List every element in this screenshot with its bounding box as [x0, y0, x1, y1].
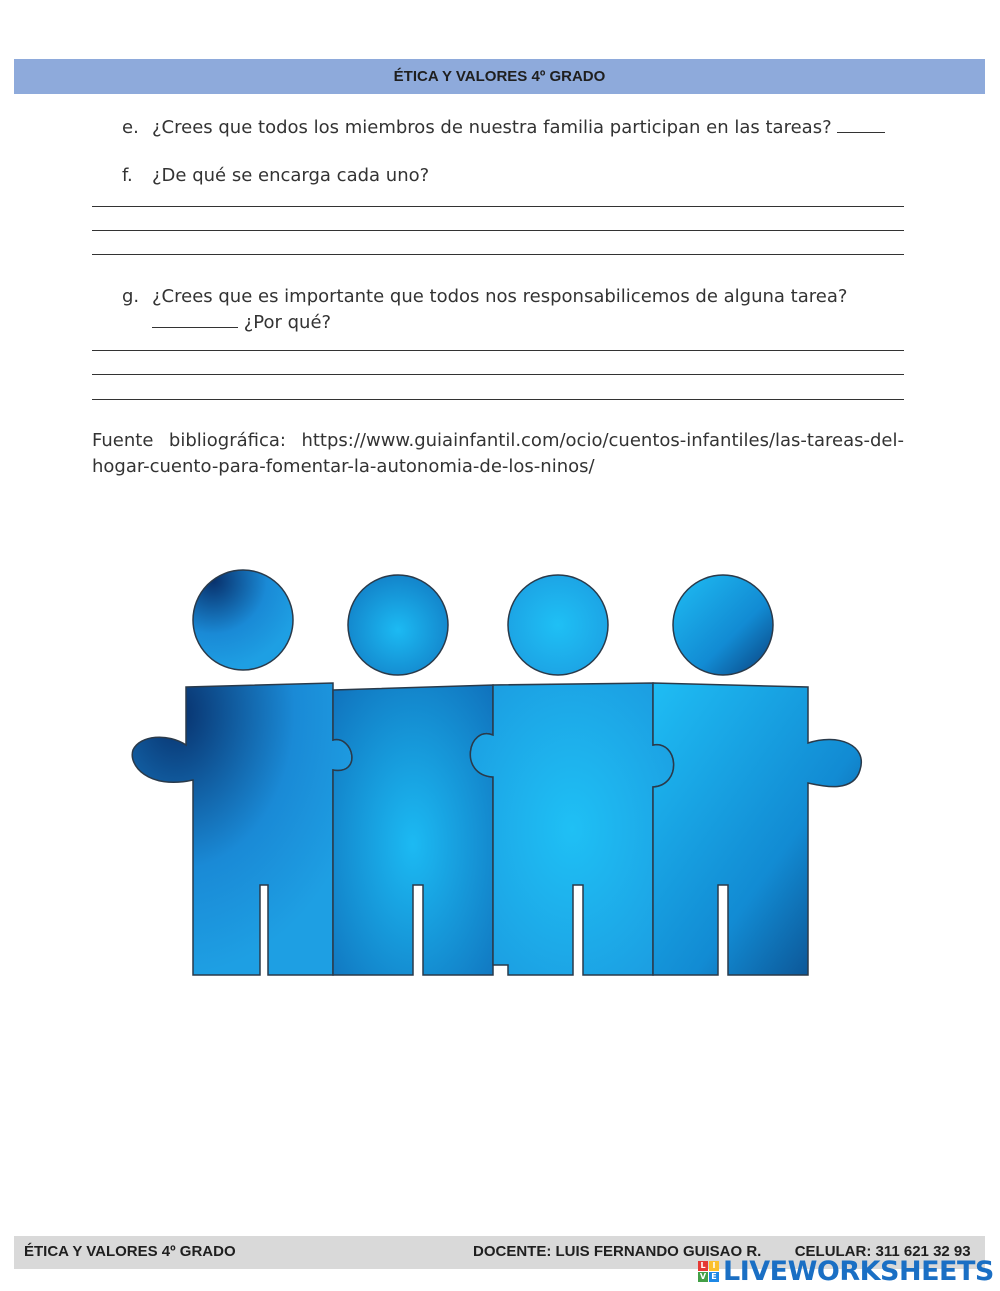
logo-letter: V: [699, 1272, 707, 1281]
question-f: [122, 165, 429, 186]
logo-letter: E: [709, 1272, 719, 1282]
answer-line-g-2[interactable]: [92, 374, 904, 375]
footer-phone: CELULAR: 311 621 32 93: [794, 1243, 971, 1260]
question-g-continued: [152, 312, 331, 333]
puzzle-figure-4: [653, 575, 861, 975]
question-letter: g.: [122, 286, 140, 307]
footer-teacher: DOCENTE: LUIS FERNANDO GUISAO R.: [473, 1243, 762, 1260]
puzzle-figure-3: [470, 575, 673, 975]
question-g: [122, 286, 847, 307]
liveworksheets-icon: [698, 1261, 719, 1282]
page-title: ÉTICA Y VALORES 4º GRADO: [393, 68, 606, 85]
answer-line-f-2[interactable]: [92, 230, 904, 231]
question-text: ¿Crees que es importante que todos nos responsabilicemos de alguna tarea?: [152, 286, 848, 307]
liveworksheets-wordmark: LIVEWORKSHEETS: [723, 1255, 994, 1287]
answer-line-g-3[interactable]: [92, 399, 904, 400]
answer-line-f-3[interactable]: [92, 254, 904, 255]
question-text: ¿De qué se encarga cada uno?: [152, 165, 430, 186]
logo-letter: I: [709, 1261, 719, 1271]
footer-subject: ÉTICA Y VALORES 4º GRADO: [24, 1243, 236, 1260]
question-text-why: ¿Por qué?: [243, 312, 332, 333]
puzzle-figure-2: [333, 575, 493, 975]
question-letter: e.: [122, 117, 139, 138]
source-citation: Fuente bibliográfica: https://www.guiainfantil.com/ocio/cuentos-infantiles/las-tareas-del-hogar-cuento-para-fomentar-la-autonomia-de-los-ninos/: [92, 430, 904, 477]
puzzle-people-illustration: [128, 565, 868, 985]
question-e: [122, 117, 885, 138]
liveworksheets-logo: [698, 1256, 994, 1286]
logo-letter: L: [698, 1261, 708, 1271]
answer-blank-e[interactable]: [837, 118, 885, 133]
answer-line-f-1[interactable]: [92, 206, 904, 207]
header-band: [14, 59, 985, 94]
question-letter: f.: [122, 165, 133, 186]
puzzle-figure-1: [132, 570, 352, 975]
answer-blank-g[interactable]: [152, 313, 238, 328]
question-text: ¿Crees que todos los miembros de nuestra familia participan en las tareas?: [152, 117, 832, 138]
answer-line-g-1[interactable]: [92, 350, 904, 351]
